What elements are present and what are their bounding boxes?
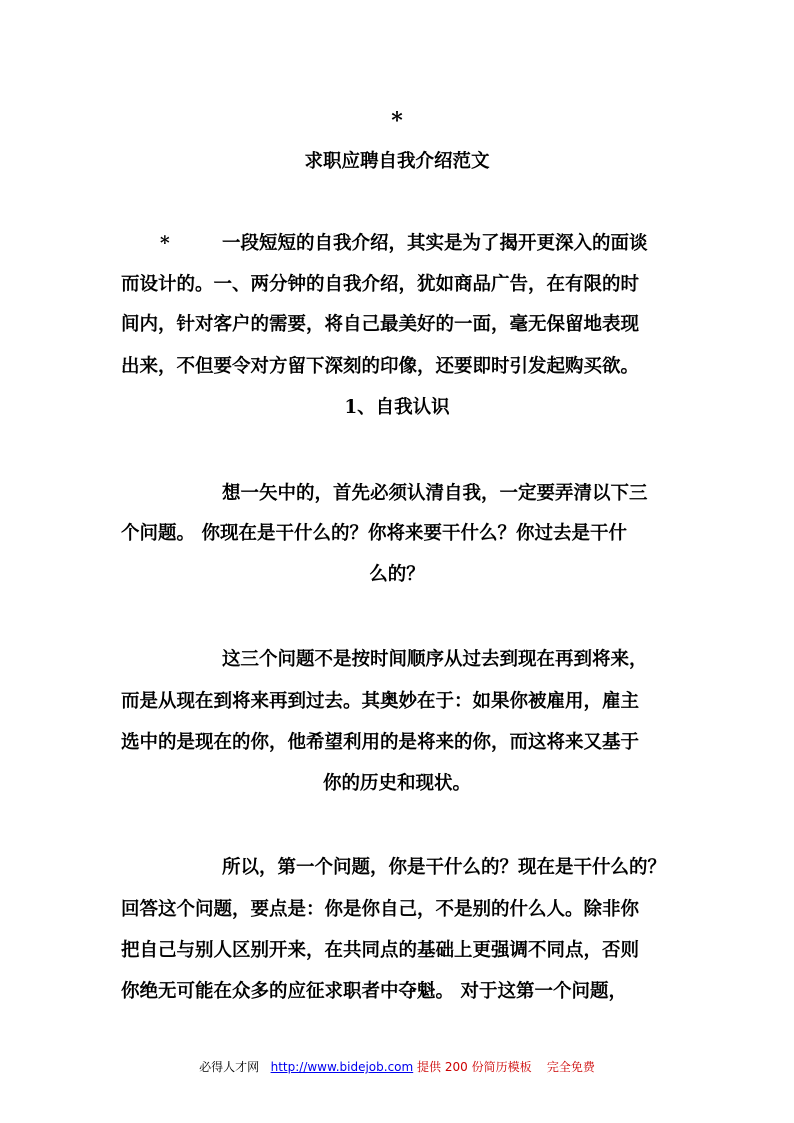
text-line-2: 而设计的。一、两分钟的自我介绍，犹如商品广告，在有限的时 (121, 274, 640, 295)
text-line-6: 想一矢中的，首先必须认清自我，一定要弄清以下三 (222, 483, 648, 504)
text-line-7: 个问题。 你现在是干什么的？你将来要干什么？你过去是干什 (121, 523, 627, 544)
page-title: 求职应聘自我介绍范文 (304, 151, 490, 172)
text-line-4: 出来，不但要令对方留下深刻的印像，还要即时引发起购买欲。 (121, 356, 640, 377)
section-heading: 1、自我认识 (344, 397, 450, 418)
paragraph-marker: * (160, 233, 170, 254)
text-line-14: 回答这个问题，要点是：你是你自己，不是别的什么人。除非你 (121, 899, 640, 920)
text-line-8: 么的？ (369, 564, 425, 585)
text-line-12: 你的历史和现状。 (322, 773, 471, 794)
top-marker: * (391, 108, 403, 134)
text-line-10: 而是从现在到将来再到过去。其奥妙在于：如果你被雇用，雇主 (121, 691, 640, 712)
text-line-16: 你绝无可能在众多的应征求职者中夺魁。 对于这第一个问题， (121, 981, 627, 1002)
footer-url-link[interactable]: http://www.bidejob.com (270, 1060, 414, 1074)
footer-free: 完全免费 (546, 1060, 595, 1074)
text-line-13: 所以，第一个问题，你是干什么的？现在是干什么的？ (222, 857, 667, 878)
text-line-11: 选中的是现在的你，他希望利用的是将来的你，而这将来又基于 (121, 732, 640, 753)
text-line-9: 这三个问题不是按时间顺序从过去到现在再到将来， (222, 649, 648, 670)
footer-site-name: 必得人才网 (199, 1060, 260, 1074)
footer-promo: 提供 200 份简历模板 (417, 1060, 532, 1074)
text-line-15: 把自己与别人区别开来，在共同点的基础上更强调不同点，否则 (121, 940, 640, 961)
text-line-1: 一段短短的自我介绍，其实是为了揭开更深入的面谈 (222, 233, 648, 254)
text-line-3: 间内，针对客户的需要，将自己最美好的一面，毫无保留地表现 (121, 314, 640, 335)
page-footer (0, 1058, 794, 1075)
